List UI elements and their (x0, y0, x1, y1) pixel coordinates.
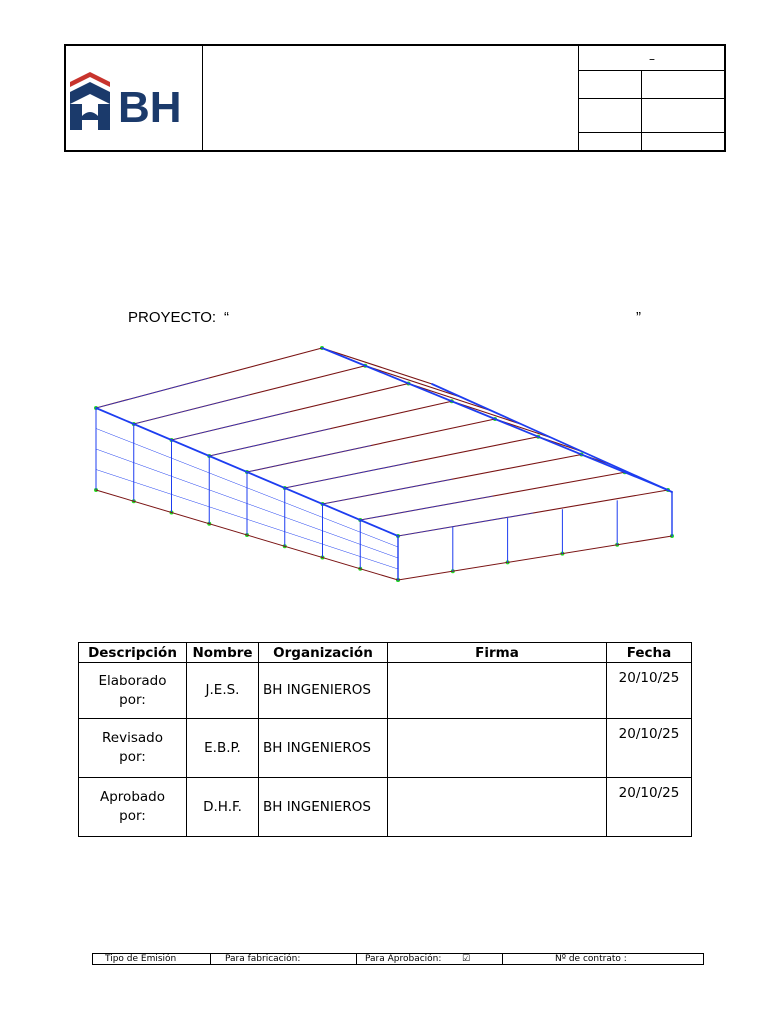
cell-nombre: D.H.F. (187, 778, 259, 837)
cell-firma (388, 719, 607, 778)
footer-para-fabricacion: Para fabricación: (225, 954, 301, 964)
cell-fecha: 20/10/25 (607, 719, 692, 778)
cell-descripcion (79, 719, 187, 778)
col-header-fecha: Fecha (607, 643, 692, 663)
structure-model-image (92, 340, 682, 628)
emission-footer (92, 953, 704, 965)
frame-member (323, 479, 453, 504)
signature-table (78, 642, 692, 837)
frame-member (285, 462, 412, 488)
frame-member (134, 395, 250, 424)
logo-roof-blue (70, 82, 110, 104)
cell-firma (388, 778, 607, 837)
ref-row-line (579, 70, 725, 71)
frame-member (322, 348, 432, 384)
project-open-quote: “ (224, 309, 229, 326)
frame-member (360, 496, 492, 520)
desc-line: Revisado (102, 730, 163, 746)
desc-line: Elaborado (98, 672, 167, 689)
col-header-descripcion: Descripción (79, 643, 187, 663)
ref-row-line (579, 132, 725, 133)
project-label: PROYECTO: (128, 309, 217, 326)
cell-firma (388, 663, 607, 719)
desc-line: por: (119, 749, 146, 765)
cell-fecha: 20/10/25 (607, 778, 692, 837)
frame-member (409, 384, 493, 412)
logo-pillar-left (70, 104, 82, 130)
table-row (79, 663, 692, 719)
table-row (79, 778, 692, 837)
logo-text: BH (118, 83, 182, 132)
cell-descripcion (79, 778, 187, 837)
document-title-cell (202, 46, 578, 150)
revision-dash: – (649, 52, 655, 66)
logo-arch (82, 112, 98, 120)
document-header (64, 44, 726, 152)
col-header-firma: Firma (388, 643, 607, 663)
logo-pillar-right (98, 104, 110, 130)
footer-para-aprobacion: Para Aprobación: (365, 954, 442, 964)
desc-line: por: (119, 691, 146, 708)
cell-organizacion: BH INGENIEROS (259, 663, 388, 719)
frame-member (209, 429, 330, 456)
logo-cell (66, 46, 203, 150)
desc-line: por: (119, 808, 146, 824)
cell-fecha: 20/10/25 (607, 663, 692, 719)
table-row (79, 719, 692, 778)
frame-member (247, 446, 371, 473)
aprobacion-checkbox-icon[interactable]: ☑ (462, 954, 471, 964)
footer-tipo-emision: Tipo de Emisión (105, 954, 177, 964)
cell-organizacion: BH INGENIEROS (259, 778, 388, 837)
frame-member (96, 378, 209, 408)
col-header-nombre: Nombre (187, 643, 259, 663)
bh-logo (66, 46, 202, 150)
cell-nombre: E.B.P. (187, 719, 259, 778)
desc-line: Aprobado (100, 789, 165, 805)
table-header-row (79, 643, 692, 663)
frame-member (398, 536, 672, 580)
project-close-quote: ” (636, 309, 641, 326)
col-header-organizacion: Organización (259, 643, 388, 663)
cell-nombre: J.E.S. (187, 663, 259, 719)
footer-numero-contrato: Nº de contrato : (555, 954, 627, 964)
frame-member (172, 412, 291, 440)
frame-member (365, 366, 462, 398)
ref-row-line (579, 98, 725, 99)
revision-block (578, 46, 725, 150)
frame-member (398, 513, 533, 536)
ref-col-line (641, 70, 642, 150)
cell-descripcion (79, 663, 187, 719)
cell-organizacion: BH INGENIEROS (259, 719, 388, 778)
